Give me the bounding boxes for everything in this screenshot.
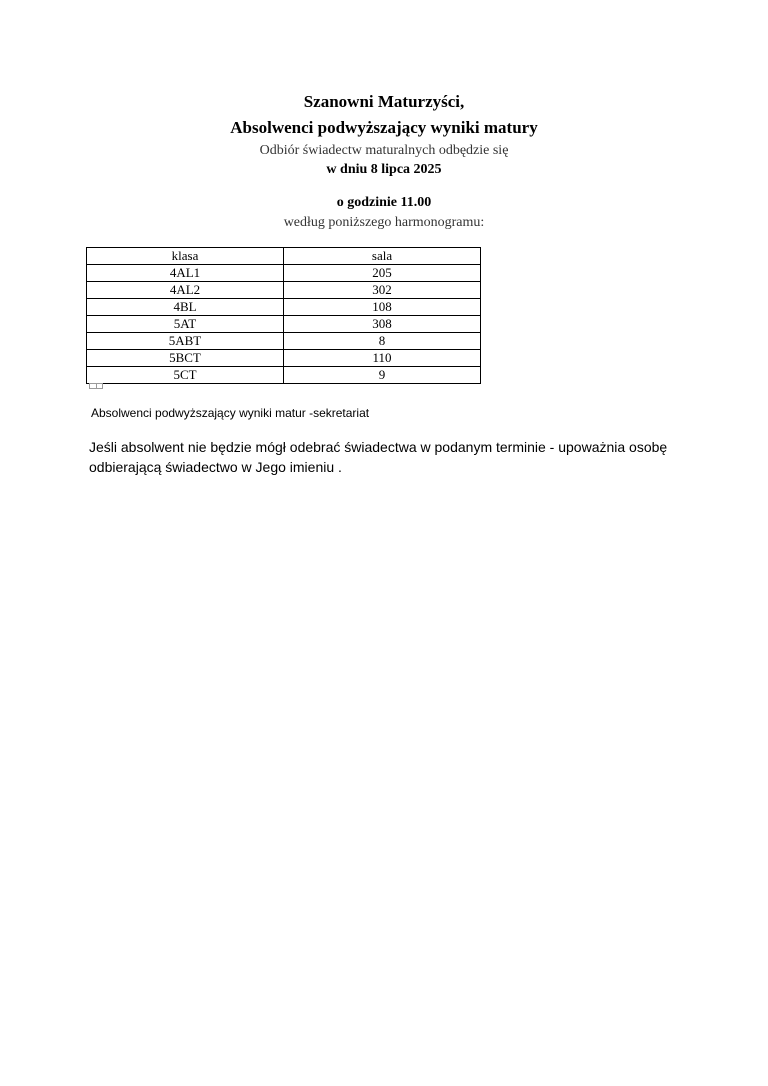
secretariat-note: Absolwenci podwyższający wyniki matur -sekretariat: [91, 406, 370, 420]
table-row: [87, 367, 481, 384]
header-cell-klasa: klasa: [87, 248, 284, 265]
cell-sala: 308: [284, 316, 481, 333]
table-row: [87, 316, 481, 333]
table-row: [87, 350, 481, 367]
cell-sala: 8: [284, 333, 481, 350]
cell-sala: 302: [284, 282, 481, 299]
cell-klasa: 5CT: [87, 367, 284, 384]
cell-klasa: 5ABT: [87, 333, 284, 350]
table-anchor-icon: [89, 383, 103, 389]
table-row: [87, 333, 481, 350]
cell-klasa: 4AL1: [87, 265, 284, 282]
header-cell-sala: sala: [284, 248, 481, 265]
title-line-2: Absolwenci podwyższający wyniki matury: [230, 118, 538, 137]
time-line: o godzinie 11.00: [336, 195, 432, 210]
date-line: w dniu 8 lipca 2025: [326, 162, 442, 177]
cell-sala: 205: [284, 265, 481, 282]
paragraph-line-1: Jeśli absolwent nie będzie mógł odebrać świadectwa w podanym terminie - upoważnia osobę: [89, 439, 668, 455]
table-row: [87, 265, 481, 282]
cell-sala: 108: [284, 299, 481, 316]
table-header-row: [87, 248, 481, 265]
cell-sala: 9: [284, 367, 481, 384]
cell-klasa: 4AL2: [87, 282, 284, 299]
cell-klasa: 5AT: [87, 316, 284, 333]
title-line-1: Szanowni Maturzyści,: [303, 92, 465, 111]
schedule-table: [86, 247, 481, 384]
authorization-paragraph: [89, 437, 689, 477]
paragraph-line-2: odbierającą świadectwo w Jego imieniu .: [89, 459, 342, 475]
table-row: [87, 299, 481, 316]
cell-sala: 110: [284, 350, 481, 367]
table-row: [87, 282, 481, 299]
cell-klasa: 5BCT: [87, 350, 284, 367]
schedule-intro: według poniższego harmonogramu:: [283, 215, 485, 230]
subtitle: Odbiór świadectw maturalnych odbędzie się: [259, 143, 509, 158]
cell-klasa: 4BL: [87, 299, 284, 316]
